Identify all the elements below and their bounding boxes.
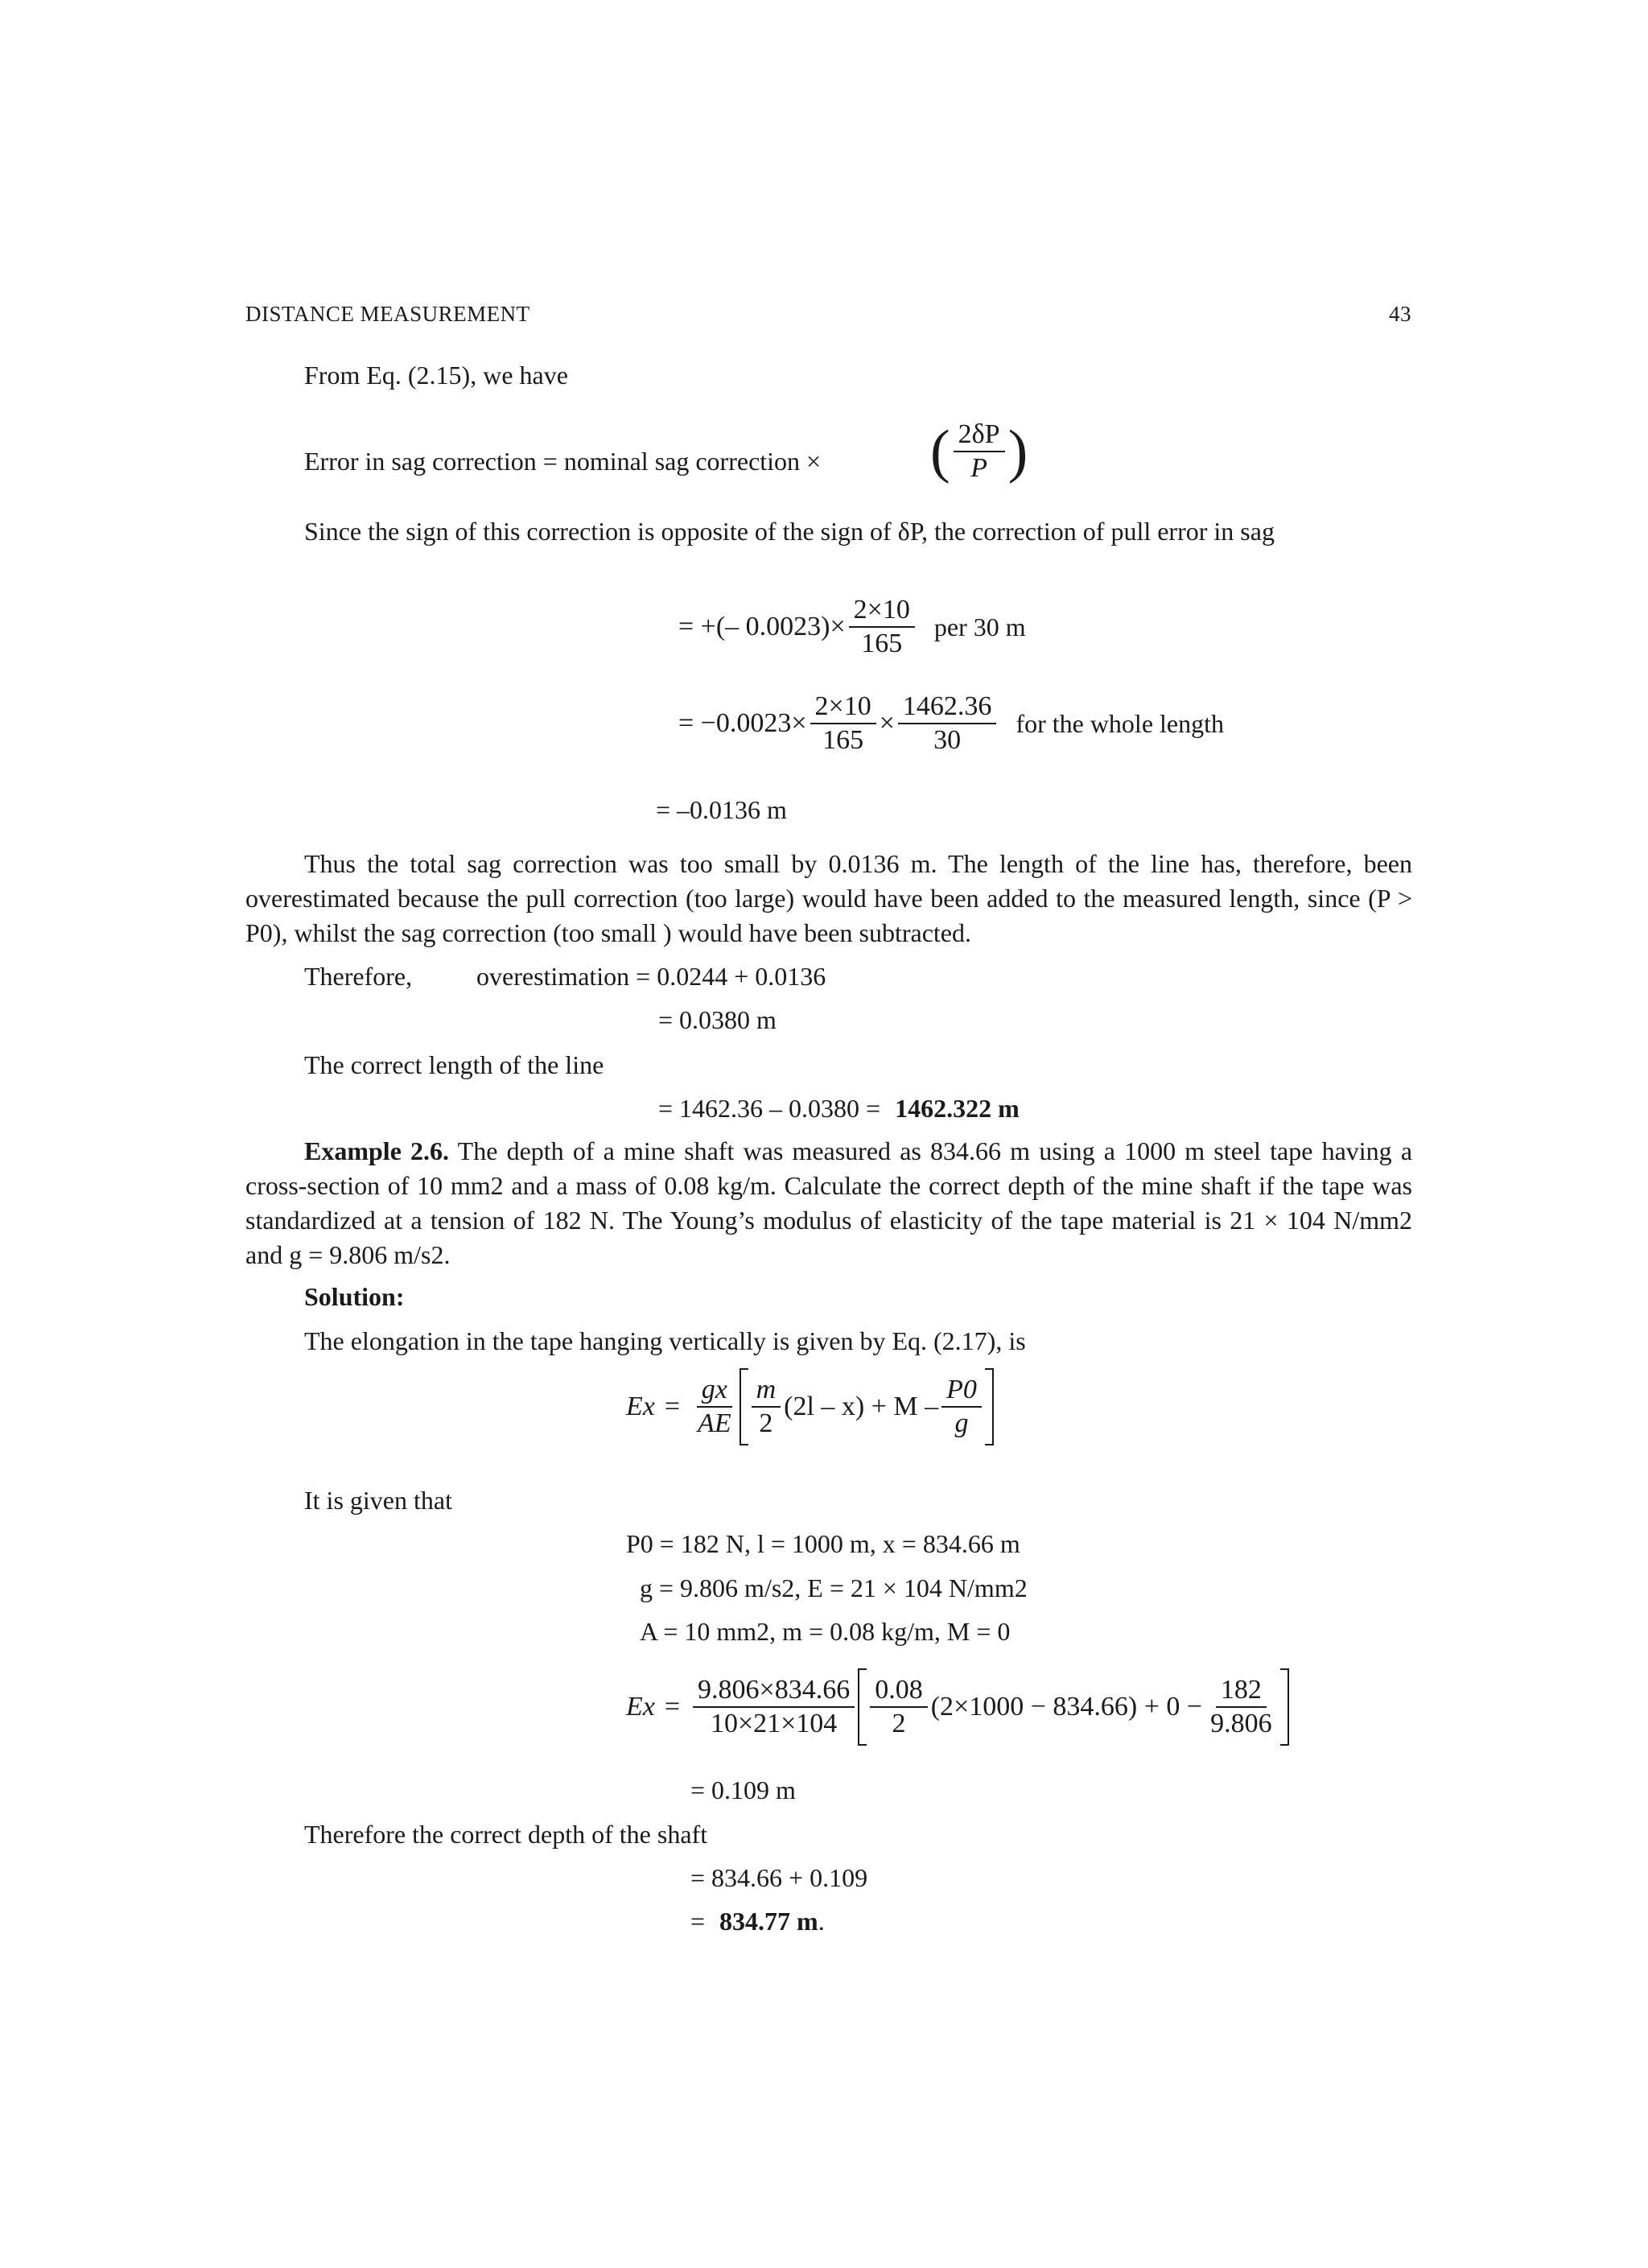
therefore-label: Therefore,	[304, 962, 413, 991]
c2-numerator-1: 2×10	[810, 691, 876, 724]
formula-num-gx: gx	[697, 1374, 732, 1408]
correction-result: = –0.0136 m	[656, 795, 787, 824]
correct-length-calc	[658, 1091, 1020, 1125]
example-paragraph	[245, 1134, 1412, 1272]
overestimation-line: overestimation = 0.0244 + 0.0136	[476, 962, 826, 991]
running-title: DISTANCE MEASUREMENT	[245, 302, 530, 326]
example-text: The depth of a mine shaft was measured as 834.66 m using a 1000 m steel tape having a cross-section of 10 mm2 and a mass of 0.08 kg/m. Calculate the correct depth of the mine shaft if the tape was standardized at a tension of 182 N. The Young’s modulus of elasticity of the tape material is 21 × 104 N/mm2 and g = 9.806 m/s2.	[245, 1136, 1413, 1269]
c2-numerator-2: 1462.36	[898, 691, 997, 724]
error-denominator: P	[970, 453, 988, 483]
depth-result: 834.77 m	[719, 1907, 818, 1936]
depth-calc: = 834.66 + 0.109	[690, 1863, 868, 1892]
error-numerator: 2δP	[954, 419, 1005, 452]
c2-times: ×	[879, 708, 895, 738]
formula-den-2: 2	[759, 1408, 773, 1438]
calc-middle: (2×1000 − 834.66) + 0 −	[930, 1692, 1203, 1722]
calculation-formula	[626, 1668, 1289, 1746]
given-line-1: P0 = 182 N, l = 1000 m, x = 834.66 m	[626, 1529, 1020, 1558]
depth-intro: Therefore the correct depth of the shaft	[304, 1820, 708, 1849]
given-intro: It is given that	[304, 1486, 452, 1515]
formula-equals: =	[664, 1392, 681, 1421]
c1-lead: = +(– 0.0023)×	[678, 612, 846, 641]
solution-label: Solution:	[304, 1282, 405, 1311]
left-paren: (	[930, 419, 950, 485]
calc-left-bracket	[858, 1668, 867, 1746]
correct-length-intro: The correct length of the line	[304, 1050, 604, 1079]
formula-middle: (2l – x) + M –	[784, 1392, 939, 1421]
given-line-3: A = 10 mm2, m = 0.08 kg/m, M = 0	[640, 1617, 1011, 1646]
calc-num-2: 0.08	[870, 1674, 928, 1708]
formula-num-p0: P0	[941, 1374, 982, 1408]
correct-length-expression: = 1462.36 – 0.0380 =	[658, 1094, 881, 1123]
calc-lhs: Ex	[626, 1692, 655, 1722]
calc-den-3: 9.806	[1210, 1709, 1272, 1738]
left-bracket	[740, 1368, 748, 1445]
calc-num-3: 182	[1216, 1674, 1267, 1708]
depth-equals: =	[690, 1907, 706, 1936]
c1-denominator: 165	[861, 629, 903, 658]
right-bracket	[985, 1368, 994, 1445]
c2-denominator-1: 165	[822, 725, 864, 755]
error-formula-lhs: Error in sag correction = nominal sag correction ×	[304, 447, 822, 476]
correct-length-result: 1462.322 m	[895, 1094, 1020, 1123]
thus-paragraph: Thus the total sag correction was too small by 0.0136 m. The length of the line has, therefore, been overestimated because the pull correction (too large) would have been added to the measured length, since (P > P0), whilst the sag correction (too small ) would have been subtracted.	[245, 849, 1412, 947]
page-number: 43	[1389, 302, 1411, 326]
correction-line-2	[678, 691, 1224, 757]
c2-denominator-2: 30	[933, 725, 962, 755]
formula-lhs: Ex	[626, 1392, 655, 1421]
c2-lead: = −0.0023×	[678, 708, 807, 738]
correction-line-1	[678, 594, 1026, 660]
c2-tail: for the whole length	[1016, 708, 1224, 738]
calc-result: = 0.109 m	[690, 1775, 796, 1804]
c1-numerator: 2×10	[849, 594, 915, 628]
formula-den-g: g	[954, 1408, 969, 1438]
example-label: Example 2.6.	[304, 1136, 450, 1165]
right-paren: )	[1007, 419, 1028, 485]
calc-den-2: 2	[892, 1709, 906, 1738]
elongation-intro: The elongation in the tape hanging vertically is given by Eq. (2.17), is	[304, 1326, 1026, 1355]
formula-den-ae: AE	[698, 1408, 731, 1438]
error-formula-fraction	[930, 419, 1028, 485]
since-paragraph: Since the sign of this correction is opposite of the sign of δP, the correction of pull error in sag	[304, 517, 1275, 546]
given-line-2: g = 9.806 m/s2, E = 21 × 104 N/mm2	[640, 1573, 1028, 1602]
calc-equals: =	[664, 1692, 681, 1722]
from-eq-line: From Eq. (2.15), we have	[304, 361, 568, 390]
formula-num-m: m	[752, 1374, 781, 1408]
depth-period: .	[818, 1907, 825, 1936]
calc-num-1: 9.806×834.66	[693, 1674, 855, 1708]
calc-den-1: 10×21×104	[710, 1709, 838, 1738]
overestimation-result: = 0.0380 m	[658, 1005, 777, 1034]
calc-right-bracket	[1280, 1668, 1289, 1746]
elongation-formula	[626, 1368, 994, 1445]
c1-tail: per 30 m	[933, 612, 1026, 641]
depth-result-line	[690, 1904, 825, 1938]
